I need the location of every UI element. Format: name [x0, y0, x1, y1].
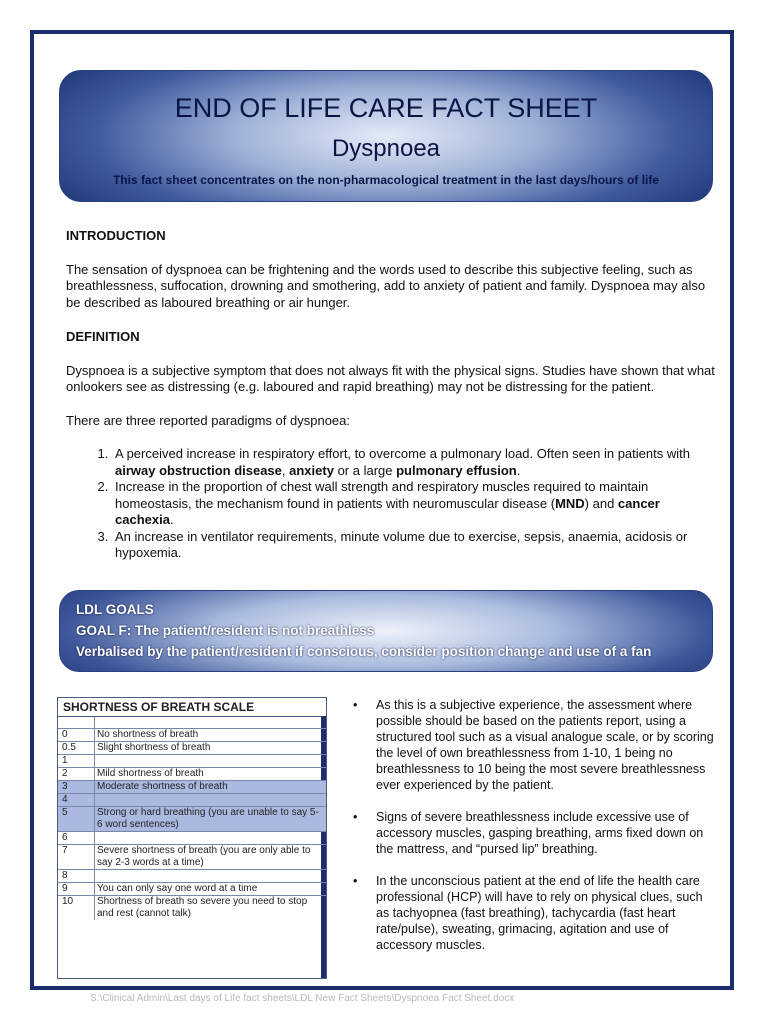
table-row: [58, 807, 326, 832]
paradigms-intro: There are three reported paradigms of dyspnoea:: [66, 412, 351, 428]
emphasis-text: cancer cachexia: [115, 495, 660, 527]
scale-level: 8: [62, 870, 68, 881]
list-item-text: ) and: [584, 495, 618, 511]
scale-level: 1: [62, 755, 68, 766]
emphasis-text: MND: [555, 495, 585, 511]
scale-level: 4: [62, 794, 68, 805]
scale-description: [94, 794, 320, 806]
definition-text: Dyspnoea is a subjective symptom that does not always fit with the physical signs. Studies have shown that what onlookers see as distressing (e.g. laboured and rapid breathing) may not be distressing for the patient.: [66, 362, 715, 394]
scale-description: Slight shortness of breath: [94, 742, 320, 754]
bullet-text: Signs of severe breathlessness include excessive use of accessory muscles, gasping breathing, arms fixed down on the mattress, and “pursed lip” breathing.: [376, 810, 704, 856]
list-item: [112, 479, 716, 529]
list-item: [351, 873, 717, 953]
definition-heading: DEFINITION: [66, 329, 140, 344]
paradigms-list: [66, 446, 716, 562]
table-row: [58, 768, 326, 781]
list-item: [351, 697, 717, 793]
emphasis-text: pulmonary effusion: [396, 462, 517, 478]
scale-level: 0: [62, 729, 68, 740]
goals-banner: [59, 590, 713, 672]
introduction-heading: INTRODUCTION: [66, 228, 166, 243]
bullet-text: In the unconscious patient at the end of life the health care professional (HCP) will have to rely on physical clues, such as tachyopnea (fast breathing), tachycardia (fast heart rate/pulse), sweating, grimacing, agitation and use of accessory muscles.: [376, 874, 703, 952]
list-item-text: or a large: [333, 462, 397, 478]
emphasis-text: anxiety: [289, 462, 334, 478]
list-item-text: ,: [281, 462, 290, 478]
scale-description: Strong or hard breathing (you are unable to say 5-6 word sentences): [94, 807, 320, 831]
scale-level: 5: [62, 807, 68, 818]
scale-description: [94, 832, 320, 844]
scale-description: Mild shortness of breath: [94, 768, 320, 780]
table-row: [58, 781, 326, 794]
goal-text: The patient/resident is not breathless: [131, 623, 375, 638]
scale-description: No shortness of breath: [94, 729, 320, 741]
goals-verbalised: Verbalised by the patient/resident if conscious, consider position change and use of a fan: [76, 644, 652, 659]
table-row: [58, 832, 326, 845]
breath-scale-table: [57, 697, 327, 979]
title-banner: [59, 70, 713, 202]
table-row: [58, 729, 326, 742]
scale-description: [94, 717, 320, 729]
goals-heading: LDL GOALS: [76, 602, 154, 617]
scale-title: SHORTNESS OF BREATH SCALE: [58, 698, 326, 717]
bullet-text: As this is a subjective experience, the assessment where possible should be based on the patients report, using a structured tool such as a visual analogue scale, or by scoring the level of own breathlessness from 1-10, 1 being no breathlessness to 10 being the most severe breathlessness ever experienced by the patient.: [376, 698, 714, 792]
list-item: [112, 446, 716, 479]
assessment-bullets: [351, 697, 717, 969]
table-row: [58, 755, 326, 768]
table-row: [58, 742, 326, 755]
table-row: [58, 845, 326, 870]
table-row: [58, 794, 326, 807]
table-row: [58, 870, 326, 883]
scale-level: 7: [62, 845, 68, 856]
table-row: [58, 883, 326, 896]
banner-note: This fact sheet concentrates on the non-pharmacological treatment in the last days/hours of life: [112, 173, 660, 187]
list-item: 3. An increase in ventilator requirements, minute volume due to exercise, sepsis, anaemia, acidosis or hypoxemia.: [112, 529, 716, 562]
introduction-section: [66, 228, 716, 311]
scale-level: 9: [62, 883, 68, 894]
introduction-text: The sensation of dyspnoea can be frightening and the words used to describe this subjective feeling, such as breathlessness, suffocation, drowning and smothering, add to anxiety of patient and family. Dyspnoea may also be described as laboured breathing or air hunger.: [66, 261, 706, 310]
list-item-text: Increase in the proportion of chest wall strength and respiratory muscles required to maintain homeostasis, the mechanism found in patients with neuromuscular disease (: [115, 479, 649, 511]
scale-description: Shortness of breath so severe you need to stop and rest (cannot talk): [94, 896, 320, 920]
scale-description: [94, 870, 320, 882]
scale-level: 2: [62, 768, 68, 779]
scale-level: 0.5: [62, 742, 76, 753]
table-row: [58, 717, 326, 729]
scale-level: 10: [62, 896, 74, 907]
list-item-text: .: [169, 512, 174, 527]
emphasis-text: airway obstruction disease: [115, 462, 282, 478]
definition-section: [66, 329, 716, 562]
scale-level: 6: [62, 832, 68, 843]
bullet-icon: •: [353, 810, 358, 824]
scale-description: You can only say one word at a time: [94, 883, 320, 895]
page-subtitle: Dyspnoea: [331, 135, 441, 162]
list-item-text: A perceived increase in respiratory effort, to overcome a pulmonary load. Often seen in patients with: [115, 446, 690, 461]
goal-label: GOAL F:: [76, 623, 132, 638]
table-row: [58, 896, 326, 920]
goal-line: [76, 620, 712, 641]
footer-file-path: S:\Clinical Admin\Last days of Life fact sheets\LDL New Fact Sheets\Dyspnoea Fact Sheet.docx: [90, 993, 515, 1004]
bullet-icon: •: [353, 698, 358, 712]
list-item: [351, 809, 717, 857]
page-title: END OF LIFE CARE FACT SHEET: [174, 93, 598, 123]
bullet-icon: •: [353, 874, 358, 888]
scale-description: Severe shortness of breath (you are only able to say 2-3 words at a time): [94, 845, 320, 869]
scale-description: Moderate shortness of breath: [94, 781, 320, 793]
scale-description: [94, 755, 320, 767]
scale-level: 3: [62, 781, 68, 792]
list-item-text: .: [516, 462, 521, 478]
